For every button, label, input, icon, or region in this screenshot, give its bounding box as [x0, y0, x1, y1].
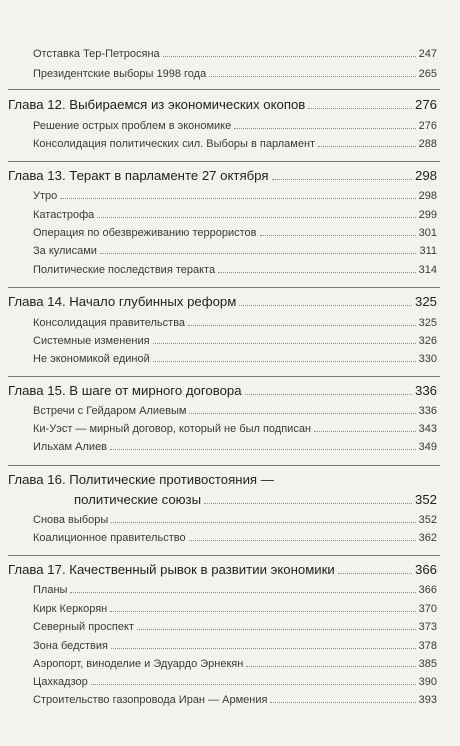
chapter-title-line2: политические союзы — [74, 492, 202, 507]
dot-leader — [318, 146, 416, 147]
entry-page: 390 — [418, 676, 437, 688]
chapter-title: Глава 17. Качественный рывок в развитии экономики — [8, 562, 335, 577]
chapter-heading — [8, 97, 437, 112]
dot-leader — [338, 573, 412, 574]
entry-title: Консолидация правительства — [33, 317, 186, 329]
toc-entry — [33, 441, 437, 453]
chapter-heading — [8, 294, 437, 309]
dot-leader — [218, 272, 416, 273]
entry-title: Отставка Тер-Петросяна — [33, 48, 160, 60]
dot-leader — [111, 648, 416, 649]
section-divider — [8, 465, 440, 466]
entry-title: Коалиционное правительство — [33, 532, 186, 544]
entry-page: 362 — [418, 532, 437, 544]
entry-page: 276 — [418, 120, 437, 132]
dot-leader — [209, 76, 415, 77]
toc-entry — [33, 209, 437, 221]
chapter-page: 298 — [414, 168, 437, 183]
entry-page: 330 — [418, 353, 437, 365]
chapter-heading — [8, 472, 274, 487]
toc-entry — [33, 48, 437, 60]
entry-page: 349 — [418, 441, 437, 453]
dot-leader — [272, 179, 412, 180]
toc-entry — [33, 120, 437, 132]
chapter-heading — [8, 168, 437, 183]
chapter-title: Глава 16. Политические противостояния — — [8, 472, 274, 487]
chapter-page: 336 — [414, 383, 437, 398]
dot-leader — [153, 361, 416, 362]
entry-title: Северный проспект — [33, 621, 134, 633]
toc-entry — [33, 405, 437, 417]
entry-title: Зона бедствия — [33, 640, 108, 652]
toc-entry — [33, 658, 437, 670]
dot-leader — [189, 540, 416, 541]
toc-entry — [33, 603, 437, 615]
toc-entry — [33, 584, 437, 596]
toc-entry — [33, 138, 437, 150]
chapter-heading — [8, 562, 437, 577]
chapter-page: 352 — [414, 492, 437, 507]
entry-page: 299 — [418, 209, 437, 221]
chapter-title: Глава 12. Выбираемся из экономических окопов — [8, 97, 306, 112]
dot-leader — [163, 56, 416, 57]
entry-page: 385 — [418, 658, 437, 670]
section-divider — [8, 376, 440, 377]
entry-title: Не экономикой единой — [33, 353, 150, 365]
entry-page: 325 — [418, 317, 437, 329]
dot-leader — [70, 592, 415, 593]
chapter-page: 325 — [414, 294, 437, 309]
dot-leader — [189, 413, 415, 414]
chapter-heading-continuation — [74, 492, 437, 507]
entry-page: 343 — [418, 423, 437, 435]
entry-title: Кирк Керкорян — [33, 603, 108, 615]
entry-page: 326 — [418, 335, 437, 347]
chapter-heading — [8, 383, 437, 398]
entry-page: 311 — [419, 245, 437, 257]
toc-entry — [33, 353, 437, 365]
toc-entry — [33, 423, 437, 435]
entry-page: 314 — [418, 264, 437, 276]
section-divider — [8, 89, 440, 90]
toc-entry — [33, 621, 437, 633]
toc-entry — [33, 317, 437, 329]
entry-title: Решение острых проблем в экономике — [33, 120, 232, 132]
toc-entry — [33, 640, 437, 652]
dot-leader — [110, 449, 416, 450]
entry-title: Утро — [33, 190, 58, 202]
chapter-title: Глава 14. Начало глубинных реформ — [8, 294, 237, 309]
entry-title: Операция по обезвреживанию террористов — [33, 227, 257, 239]
dot-leader — [110, 611, 415, 612]
section-divider — [8, 161, 440, 162]
dot-leader — [91, 684, 416, 685]
entry-title: За кулисами — [33, 245, 97, 257]
chapter-title: Глава 15. В шаге от мирного договора — [8, 383, 242, 398]
entry-title: Снова выборы — [33, 514, 109, 526]
dot-leader — [100, 253, 417, 254]
dot-leader — [137, 629, 416, 630]
dot-leader — [153, 343, 416, 344]
dot-leader — [204, 503, 412, 504]
section-divider — [8, 287, 440, 288]
dot-leader — [111, 522, 415, 523]
toc-entry — [33, 190, 437, 202]
dot-leader — [245, 394, 412, 395]
toc-entry — [33, 676, 437, 688]
toc-entry — [33, 68, 437, 80]
dot-leader — [314, 431, 416, 432]
entry-title: Президентские выборы 1998 года — [33, 68, 207, 80]
dot-leader — [234, 128, 415, 129]
toc-entry — [33, 264, 437, 276]
toc-entry — [33, 694, 437, 706]
dot-leader — [246, 666, 415, 667]
entry-page: 378 — [418, 640, 437, 652]
entry-page: 352 — [418, 514, 437, 526]
entry-title: Катастрофа — [33, 209, 95, 221]
entry-page: 370 — [418, 603, 437, 615]
toc-entry — [33, 532, 437, 544]
entry-title: Ильхам Алиев — [33, 441, 108, 453]
entry-title: Планы — [33, 584, 68, 596]
chapter-page: 366 — [414, 562, 437, 577]
dot-leader — [188, 325, 416, 326]
entry-page: 366 — [418, 584, 437, 596]
dot-leader — [239, 305, 412, 306]
entry-title: Строительство газопровода Иран — Армения — [33, 694, 268, 706]
entry-page: 288 — [418, 138, 437, 150]
entry-title: Цахкадзор — [33, 676, 88, 688]
entry-page: 265 — [418, 68, 437, 80]
section-divider — [8, 555, 440, 556]
dot-leader — [270, 702, 415, 703]
toc-entry — [33, 514, 437, 526]
dot-leader — [308, 108, 412, 109]
entry-title: Встречи с Гейдаром Алиевым — [33, 405, 187, 417]
entry-page: 298 — [418, 190, 437, 202]
entry-title: Ки-Уэст — мирный договор, который не был подписан — [33, 423, 312, 435]
entry-page: 247 — [418, 48, 437, 60]
entry-page: 373 — [418, 621, 437, 633]
entry-title: Политические последствия теракта — [33, 264, 216, 276]
entry-title: Аэропорт, виноделие и Эдуардо Эрнекян — [33, 658, 244, 670]
dot-leader — [60, 198, 415, 199]
entry-title: Консолидация политических сил. Выборы в парламент — [33, 138, 316, 150]
dot-leader — [97, 217, 415, 218]
chapter-page: 276 — [414, 97, 437, 112]
entry-page: 336 — [418, 405, 437, 417]
toc-entry — [33, 335, 437, 347]
chapter-title: Глава 13. Теракт в парламенте 27 октября — [8, 168, 269, 183]
toc-entry — [33, 245, 437, 257]
entry-page: 393 — [418, 694, 437, 706]
toc-entry — [33, 227, 437, 239]
entry-page: 301 — [418, 227, 437, 239]
dot-leader — [260, 235, 416, 236]
entry-title: Системные изменения — [33, 335, 150, 347]
